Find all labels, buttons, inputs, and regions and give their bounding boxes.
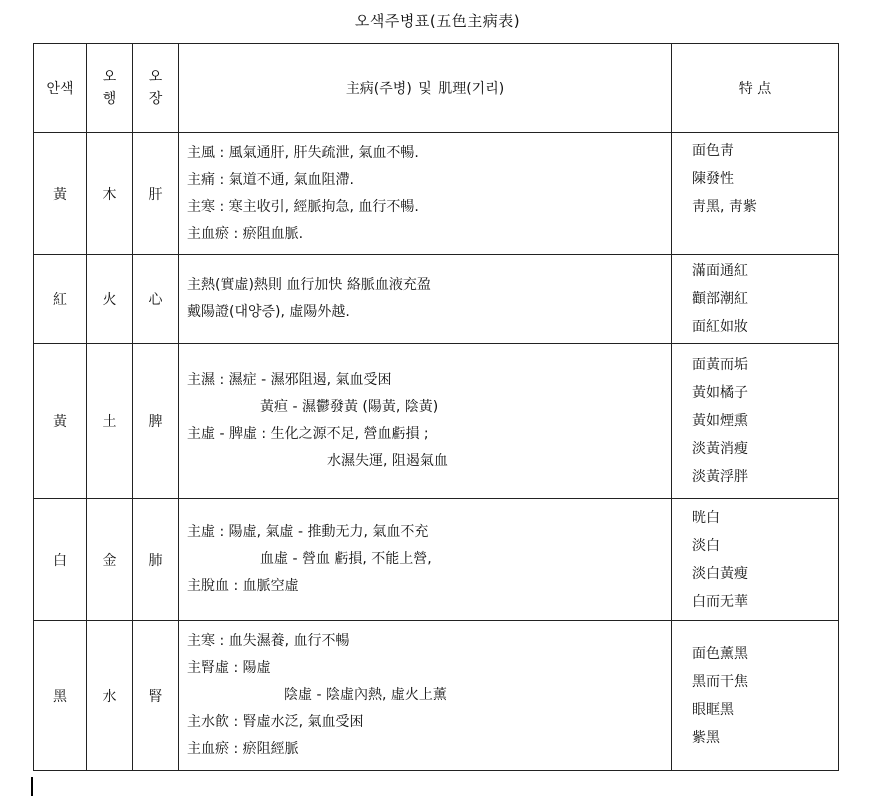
feature-cell [672, 133, 839, 255]
text-cursor [31, 777, 33, 796]
feature-line: 紫黑 [692, 729, 720, 746]
disease-line: 主脫血 : 血脈空虛 [187, 578, 299, 594]
disease-line: 主寒 : 寒主收引, 經脈拘急, 血行不暢. [187, 198, 419, 215]
header-five-organs: 오 장 [133, 44, 179, 133]
complexion-cell: 黑 [34, 621, 87, 771]
disease-line: 陰虛 - 陰虛內熱, 虛火上薰 [284, 687, 447, 703]
organ-cell: 脾 [133, 344, 179, 499]
organ-cell: 腎 [133, 621, 179, 771]
disease-line: 戴陽證(대양증), 虛陽外越. [187, 304, 350, 320]
header-main-disease: 主病(주병) 및 肌理(기리) [179, 44, 672, 133]
five-color-table [33, 43, 839, 771]
element-cell: 金 [87, 499, 133, 621]
feature-line: 黑而干焦 [692, 673, 748, 690]
disease-cell [179, 255, 672, 344]
disease-line: 主熱(實虛)熱則 血行加快 絡脈血液充盈 [187, 277, 431, 293]
disease-cell [179, 344, 672, 499]
header-characteristics: 特 点 [672, 44, 839, 133]
feature-line: 淡白 [692, 537, 720, 554]
complexion-cell: 黃 [34, 133, 87, 255]
feature-line: 顴部潮紅 [692, 291, 748, 307]
feature-line: 滿面通紅 [692, 263, 748, 279]
feature-cell [672, 621, 839, 771]
header-row [34, 44, 839, 133]
complexion-cell: 黃 [34, 344, 87, 499]
disease-line: 主痛 : 氣道不通, 氣血阻滯. [187, 171, 354, 188]
feature-line: 淡黃消瘦 [692, 441, 748, 457]
element-cell: 火 [87, 255, 133, 344]
element-cell: 木 [87, 133, 133, 255]
disease-cell [179, 621, 672, 771]
disease-line: 主血瘀 : 瘀阻血脈. [187, 225, 304, 242]
disease-line: 主血瘀 : 瘀阻經脈 [187, 741, 299, 757]
disease-cell [179, 133, 672, 255]
organ-cell: 肝 [133, 133, 179, 255]
feature-cell [672, 499, 839, 621]
feature-line: 黃如煙熏 [692, 413, 748, 429]
feature-line: 白而无華 [692, 593, 748, 610]
disease-cell [179, 499, 672, 621]
feature-line: 面紅如妝 [692, 319, 748, 335]
disease-line: 主寒 : 血失濕養, 血行不暢 [187, 633, 350, 649]
element-cell: 水 [87, 621, 133, 771]
feature-line: 面色薰黑 [692, 645, 748, 662]
organ-cell: 心 [133, 255, 179, 344]
feature-line: 陳發性 [692, 171, 734, 187]
disease-line: 主風 : 風氣通肝, 肝失疏泄, 氣血不暢. [187, 144, 419, 161]
disease-line: 主濕 : 濕症 - 濕邪阻遏, 氣血受困 [187, 372, 392, 388]
header-complexion: 안색 [34, 44, 87, 133]
organ-cell: 肺 [133, 499, 179, 621]
complexion-cell: 紅 [34, 255, 87, 344]
feature-line: 面黃而垢 [692, 357, 748, 373]
disease-line: 主虛 - 脾虛 : 生化之源不足, 營血虧損 ; [187, 426, 429, 442]
feature-line: 眼眶黑 [692, 701, 734, 718]
disease-line: 主水飮 : 腎虛水泛, 氣血受困 [187, 714, 364, 730]
feature-line: 靑黑, 靑紫 [692, 199, 757, 215]
document-title: 오색주병표(五色主病表) [354, 12, 521, 30]
feature-cell [672, 344, 839, 499]
table-row [34, 255, 839, 344]
complexion-cell: 白 [34, 499, 87, 621]
table-row [34, 133, 839, 255]
table-row [34, 344, 839, 499]
feature-line: 黃如橘子 [692, 385, 748, 401]
table-row [34, 621, 839, 771]
disease-line: 血虛 - 營血 虧損, 不能上營, [260, 551, 432, 567]
element-cell: 土 [87, 344, 133, 499]
table-row [34, 499, 839, 621]
disease-line: 主虛 : 陽虛, 氣虛 - 推動无力, 氣血不充 [187, 524, 429, 540]
disease-line: 主腎虛 : 陽虛 [187, 660, 271, 676]
feature-line: 淡黃浮胖 [692, 469, 748, 485]
header-five-elements: 오 행 [87, 44, 133, 133]
feature-line: 晄白 [692, 509, 720, 526]
disease-line: 黃疸 - 濕鬱發黃 (陽黃, 陰黃) [260, 399, 439, 415]
feature-cell [672, 255, 839, 344]
feature-line: 面色靑 [692, 143, 734, 159]
disease-line: 水濕失運, 阻遏氣血 [327, 453, 448, 469]
feature-line: 淡白黃瘦 [692, 565, 748, 582]
